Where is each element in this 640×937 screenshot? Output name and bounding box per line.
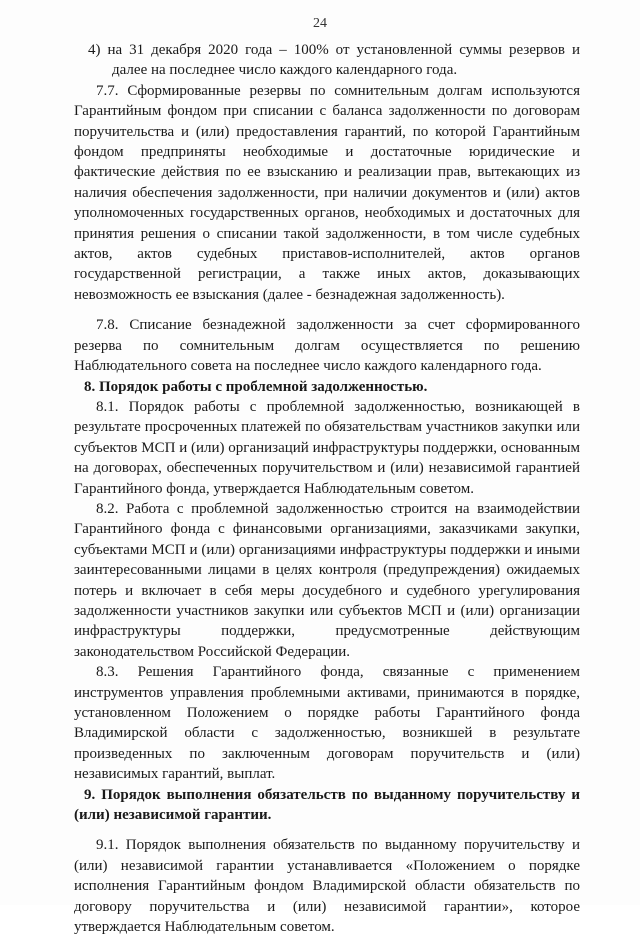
paragraph-7-8: 7.8. Списание безнадежной задолженности за счет сформированного резерва по сомнительным долгам осуществляется по решению Наблюдательного совета на последнее число каждого календарного года. <box>74 317 580 375</box>
paragraph-9-1: 9.1. Порядок выполнения обязательств по выданному поручительству и (или) независимой гарантии устанавливается «Положением о порядке исполнения Гарантийным фондом Владимирской области обязательств по договору поручительства и (или) независимой гарантии», которое утверждается Наблюдательным советом. <box>74 837 580 936</box>
document-body <box>74 40 580 937</box>
paragraph-8-2: 8.2. Работа с проблемной задолженностью строится на взаимодействии Гарантийного фонда с финансовыми организациями, заказчиками закупки, субъектами МСП и (или) организациями инфраструктуры поддержки и иными заинтересованными лицами в целях контроля (предупреждения) ожидаемых потерь и включает в себя меры досудебного и судебного урегулирования задолженности участников закупки или субъектов МСП и (или) организации инфраструктуры поддержки, предусмотренные действующим законодательством Российской Федерации. <box>74 500 580 660</box>
paragraph-8-1: 8.1. Порядок работы с проблемной задолженностью, возникающей в результате просроченных платежей по обязательствам участников закупки или субъектов МСП и (или) организаций инфраструктуры поддержки, основанным на договорах, обеспеченных поручительством и (или) независимой гарантией Гарантийного фонда, утверждается Наблюдательным советом. <box>74 398 580 497</box>
section-heading-9: 9. Порядок выполнения обязательств по выданному поручительству и (или) независимой гарантии. <box>74 786 580 824</box>
page-number: 24 <box>313 16 327 31</box>
section-heading-8: 8. Порядок работы с проблемной задолженностью. <box>84 378 428 395</box>
list-item-4: 4) на 31 декабря 2020 года – 100% от установленной суммы резервов и далее на последнее число каждого календарного года. <box>88 42 580 79</box>
paragraph-7-7: 7.7. Сформированные резервы по сомнительным долгам используются Гарантийным фондом при списании с баланса задолженности по договорам поручительства и (или) предоставления гарантий, по которой Гарантийным фондом предприняты необходимые и достаточные юридические и фактические действия по ее взысканию и реализации прав, вытекающих из наличия обеспечения задолженности, при наличии документов и (или) актов уполномоченных государственных органов, необходимых и достаточных для принятия решения о списании такой задолженности, в том числе судебных актов, актов судебных приставов-исполнителей, актов органов государственной регистрации, а также иных актов, доказывающих невозможность ее взыскания (далее - безнадежная задолженность). <box>74 82 580 303</box>
paragraph-8-3: 8.3. Решения Гарантийного фонда, связанные с применением инструментов управления проблемными активами, принимаются в порядке, установленном Положением о порядке работы Гарантийного фонда Владимирской области с задолженностью, возникшей в результате произведенных по заключенным договорам поручительств и (или) независимых гарантий, выплат. <box>74 664 580 783</box>
